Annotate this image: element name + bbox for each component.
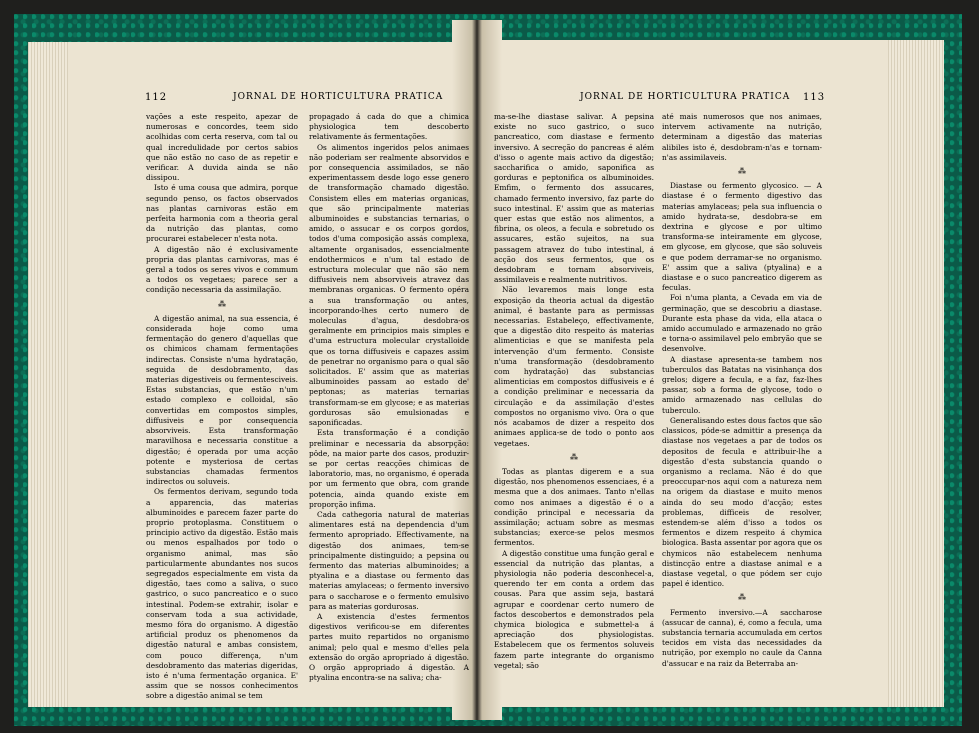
paragraph: A digestão animal, na sua essencia, é considerada hoje como uma fermentação do genero d'aquellas que os chimicos chamam fermentações indirectas. Consiste n'uma hydratação, seguida de desdobramento, das materias digestiveis ou fermentesciveis. Estas substancias, que estão n'um estado complexo e colloidal, são convertidas em compostos simples, diffusiveis e por consequencia absorviveis. Esta transformação maravilhosa e necessaria constitue a digestão; é operada por uma acção potente e mysteriosa de certas substancias chamadas fermentos indirectos ou soluveis. — [146, 313, 298, 487]
paragraph: Todas as plantas digerem e a sua digestão, nos phenomenos essenciaes, é a mesma que a dos animaes. Tanto n'ellas como nos animaes a digestão é o a condição principal e necessaria da assimilação; actuam sobre as mesmas substancias; exerce-se pelos mesmos fermentos. — [494, 466, 654, 548]
paragraph: Esta transformação é a condição preliminar e necessaria da absorpção: pôde, na maior parte dos casos, produzir-se por certas reacções chimicas de laboratorio, mas, no organismo, é operada por um fermento que obra, com grande potencia, ainda quando existe em proporção infima. — [309, 428, 469, 509]
paragraph: propagado á cada do que a chimica physiologica tem descoberto relativamente ás fermentações. — [309, 112, 469, 142]
right-running-head: JORNAL DE HORTICULTURA PRATICA — [580, 92, 791, 102]
section-divider: ⁂ — [570, 452, 578, 462]
paragraph: A digestão constitue uma função geral e essencial da nutrição das plantas, a physiologia não poderia desconhecel-a, querendo ter em conta a ordem das cousas. Para que assim seja, bastará agrupar e coordenar certo numero de factos descobertos e demonstrados pela chymica biologica e submettel-a á apreciação dos physiologistas. Estabelecem que os fermentos soluveis fazem parte integrante do organismo vegetal; são — [494, 548, 654, 670]
right-page-number: 113 — [803, 92, 826, 103]
right-column-2 — [662, 112, 823, 668]
right-column-1 — [494, 112, 654, 670]
paragraph: Diastase ou fermento glycosico. — A diastase é o fermento digestivo das materias amylaceas; pela sua influencia o amido hydrata-se, desdobra-se em dextrina e glycose e por ultimo transforma-se inteiramente em glycose, em glycose, em glycose, que são soluveis e que podem derramar-se no organismo. E' assim que a saliva (ptyalina) e a diastase e o suco pancreatico digerem as feculas. — [662, 181, 822, 293]
paragraph: A digestão não é exclusivamente propria das plantas carnivoras, mas é geral a todos os seres vivos e commum a todos os vegetaes; parece ser a condição necessaria da assimilação. — [146, 244, 298, 295]
section-divider: ⁂ — [218, 299, 226, 309]
paragraph: Os alimentos ingeridos pelos animaes não poderiam ser realmente absorvidos e por consequencia assimilados, se não experimentassem desde logo esse genero de transformação chamado digestão. Consistem elles em materias organicas, que são principalmente materias albuminoides e substancias ternarias, o amido, o assucar e os corpos gordos, todos d'uma composição assás complexa, altamente organisados, essencialmente endothermicos e n'um tal estado de estructura molecular que não são nem diffusiveis nem absorviveis atravez das membranas organicas. O fermento opéra a sua transformação ou antes, incorporando-lhes certo numero de moleculas d'agua, desdobra-os geralmente em principios mais simples e d'uma estructura molecular crystalloide que os torna diffusiveis e capazes assim de penetrar no organismo para o qual são solicitados. E' assim que as materias albuminoides passam ao estado de' peptonas; as materias ternarias transformam-se em glycose; e as materias gordurosas são emulsionadas e saponificadas. — [309, 142, 469, 428]
paragraph: Foi n'uma planta, a Cevada em via de germinação, que se descobriu a diastase. Durante esta phase da vida, ella ataca o amido accumulado e armazenado no grão e torna-o assimilavel pelo embryão que se desenvolve. — [662, 293, 822, 354]
paragraph: vações a este respeito, apezar de numerosas e concordes, teem sido acolhidas com certa reserva, com tal ou qual incredulidade por certos sabios que não estão no caso de as repetir e verificar. A duvida ainda se não dissipou. — [146, 112, 298, 183]
paragraph: até mais numerosos que nos animaes, intervem activamente na nutrição, determinam a digestão das materias alibiles isto é, desdobram-n'as e tornam-n'as assimilaveis. — [662, 112, 822, 162]
section-divider: ⁂ — [738, 593, 746, 603]
section-divider: ⁂ — [738, 167, 746, 177]
paragraph: A existencia d'estes fermentos digestivos verificou-se em diferentes partes muito repartidos no organismo animal; pelo qual e mesmo d'elles pela extensão do orgão apropriado á digestão. O orgão appropriado á digestão. A ptyalina encontra-se na saliva; cha- — [309, 611, 469, 683]
paragraph: Isto é uma cousa que admira, porque segundo penso, os factos observados nas plantas carnivoras estão em perfeita harmonia com a theoria geral da nutrição das plantas, como procurarei estabelecer n'esta nota. — [146, 183, 298, 244]
left-column-1 — [146, 112, 298, 701]
paragraph: Não levaremos mais longe esta exposição da theoria actual da digestão animal, é bastante para as permissas necessarias. Estabeleço, effectivamente, que a digestão dito respeito ás materias alimenticias e que se manifesta pela intervenção d'um fermento. Consiste n'uma transformação (desdobramento com hydratação) das substancias alimenticias em compostos diffusiveis e é a condição preliminar e necessaria da circulação e da assimilação d'estes compostos no organismo vivo. Ora o que nós acabamos de dizer a respeito dos animaes applica-se de todo o ponto aos vegetaes. — [494, 285, 654, 448]
paragraph: A diastase apresenta-se tambem nos tuberculos das Batatas na visinhança dos grelos; digere a fecula, e a faz, faz-lhes passar, sob a forma de glycose, todo o amido armazenado nas cellulas do tuberculo. — [662, 354, 822, 415]
paragraph: Fermento inversivo.—A saccharose (assucar de canna), é, como a fecula, uma substancia ternaria accumulada em certos tecidos em vista das necessidades da nutrição, por exemplo no caule da Canna d'assucar e na raiz da Beterraba an- — [662, 607, 822, 668]
left-column-2 — [309, 112, 469, 683]
right-page-edges — [888, 40, 944, 707]
paragraph: ma-se-lhe diastase salivar. A pepsina existe no suco gastrico, o suco pancreatico, com diastase e fermento inversivo. A secreção do pancreas é além d'isso o agente mais activo da digestão; saccharifica o amido, saponifica as gorduras e peptonifica os albuminoides. Emfim, o fermento dos assucares, chamado fermento inversivo, faz parte do suco intestinal. E' assim que as materias quer estas que estão nos alimentos, a fibrina, os oleos, a fecula e sobretudo os assucares, estão sujeitos, na sua passagem atravez do tubo intestinal, á acção dos seus fermentos, que os desdobram e tornam absorviveis, assimilaveis e realmente nutritivos. — [494, 112, 654, 285]
left-page-edges — [28, 42, 68, 707]
paragraph: Os fermentos derivam, segundo toda a apparencia, das materias albuminoides e parecem fazer parte do proprio protoplasma. Constituem o principio activo da digestão. Estão mais ou menos espalhados por todo o organismo animal, mas são particularmente abundantes nos sucos segregados especialmente em vista da digestão, taes como a saliva, o suco gastrico, o suco pancreatico e o suco intestinal. Podem-se extrahir, isolar e conservam toda a sua actividade, mesmo fóra do organismo. A digestão artificial produz os phenomenos da digestão natural e ambas consistem, com pouco differença, n'um desdobramento das materias digeridas, isto é n'uma fermentação organica. E' assim que se nossos conhecimentos sobre a digestão animal se tem — [146, 487, 298, 701]
paragraph: Cada cathegoria natural de materias alimentares está na dependencia d'um fermento apropriado. Effectivamente, na digestão dos animaes, tem-se principalmente distinguido; a pepsina ou fermento das materias albuminoides; a ptyalina e a diastase ou fermento das materias amylaceas; o fermento inversivo para o saccharose e o fermento emulsivo para as materias gordurosas. — [309, 509, 469, 611]
paragraph: Generalisando estes dous factos que são classicos, póde-se admittir a presença da diastase nos vegetaes a par de todos os depositos de fecula e attribuir-lhe a digestão d'esta substancia quando o organismo a reclama. Não é do que preoccupar-nos aqui com a natureza nem na origem da diastase e muito menos ainda do seu modo d'acção; estes problemas, difficeis de resolver, estendem-se além d'isso a todos os fermentos e dizem respeito á chymica biologica. Basta assentar por agora que os chymicos não estabelecem nenhuma distincção entre a diastase animal e a diastase vegetal, o que pódem ser cujo papel é identico. — [662, 415, 823, 589]
left-running-head: JORNAL DE HORTICULTURA PRATICA — [233, 92, 444, 102]
left-page-number: 112 — [145, 92, 168, 103]
